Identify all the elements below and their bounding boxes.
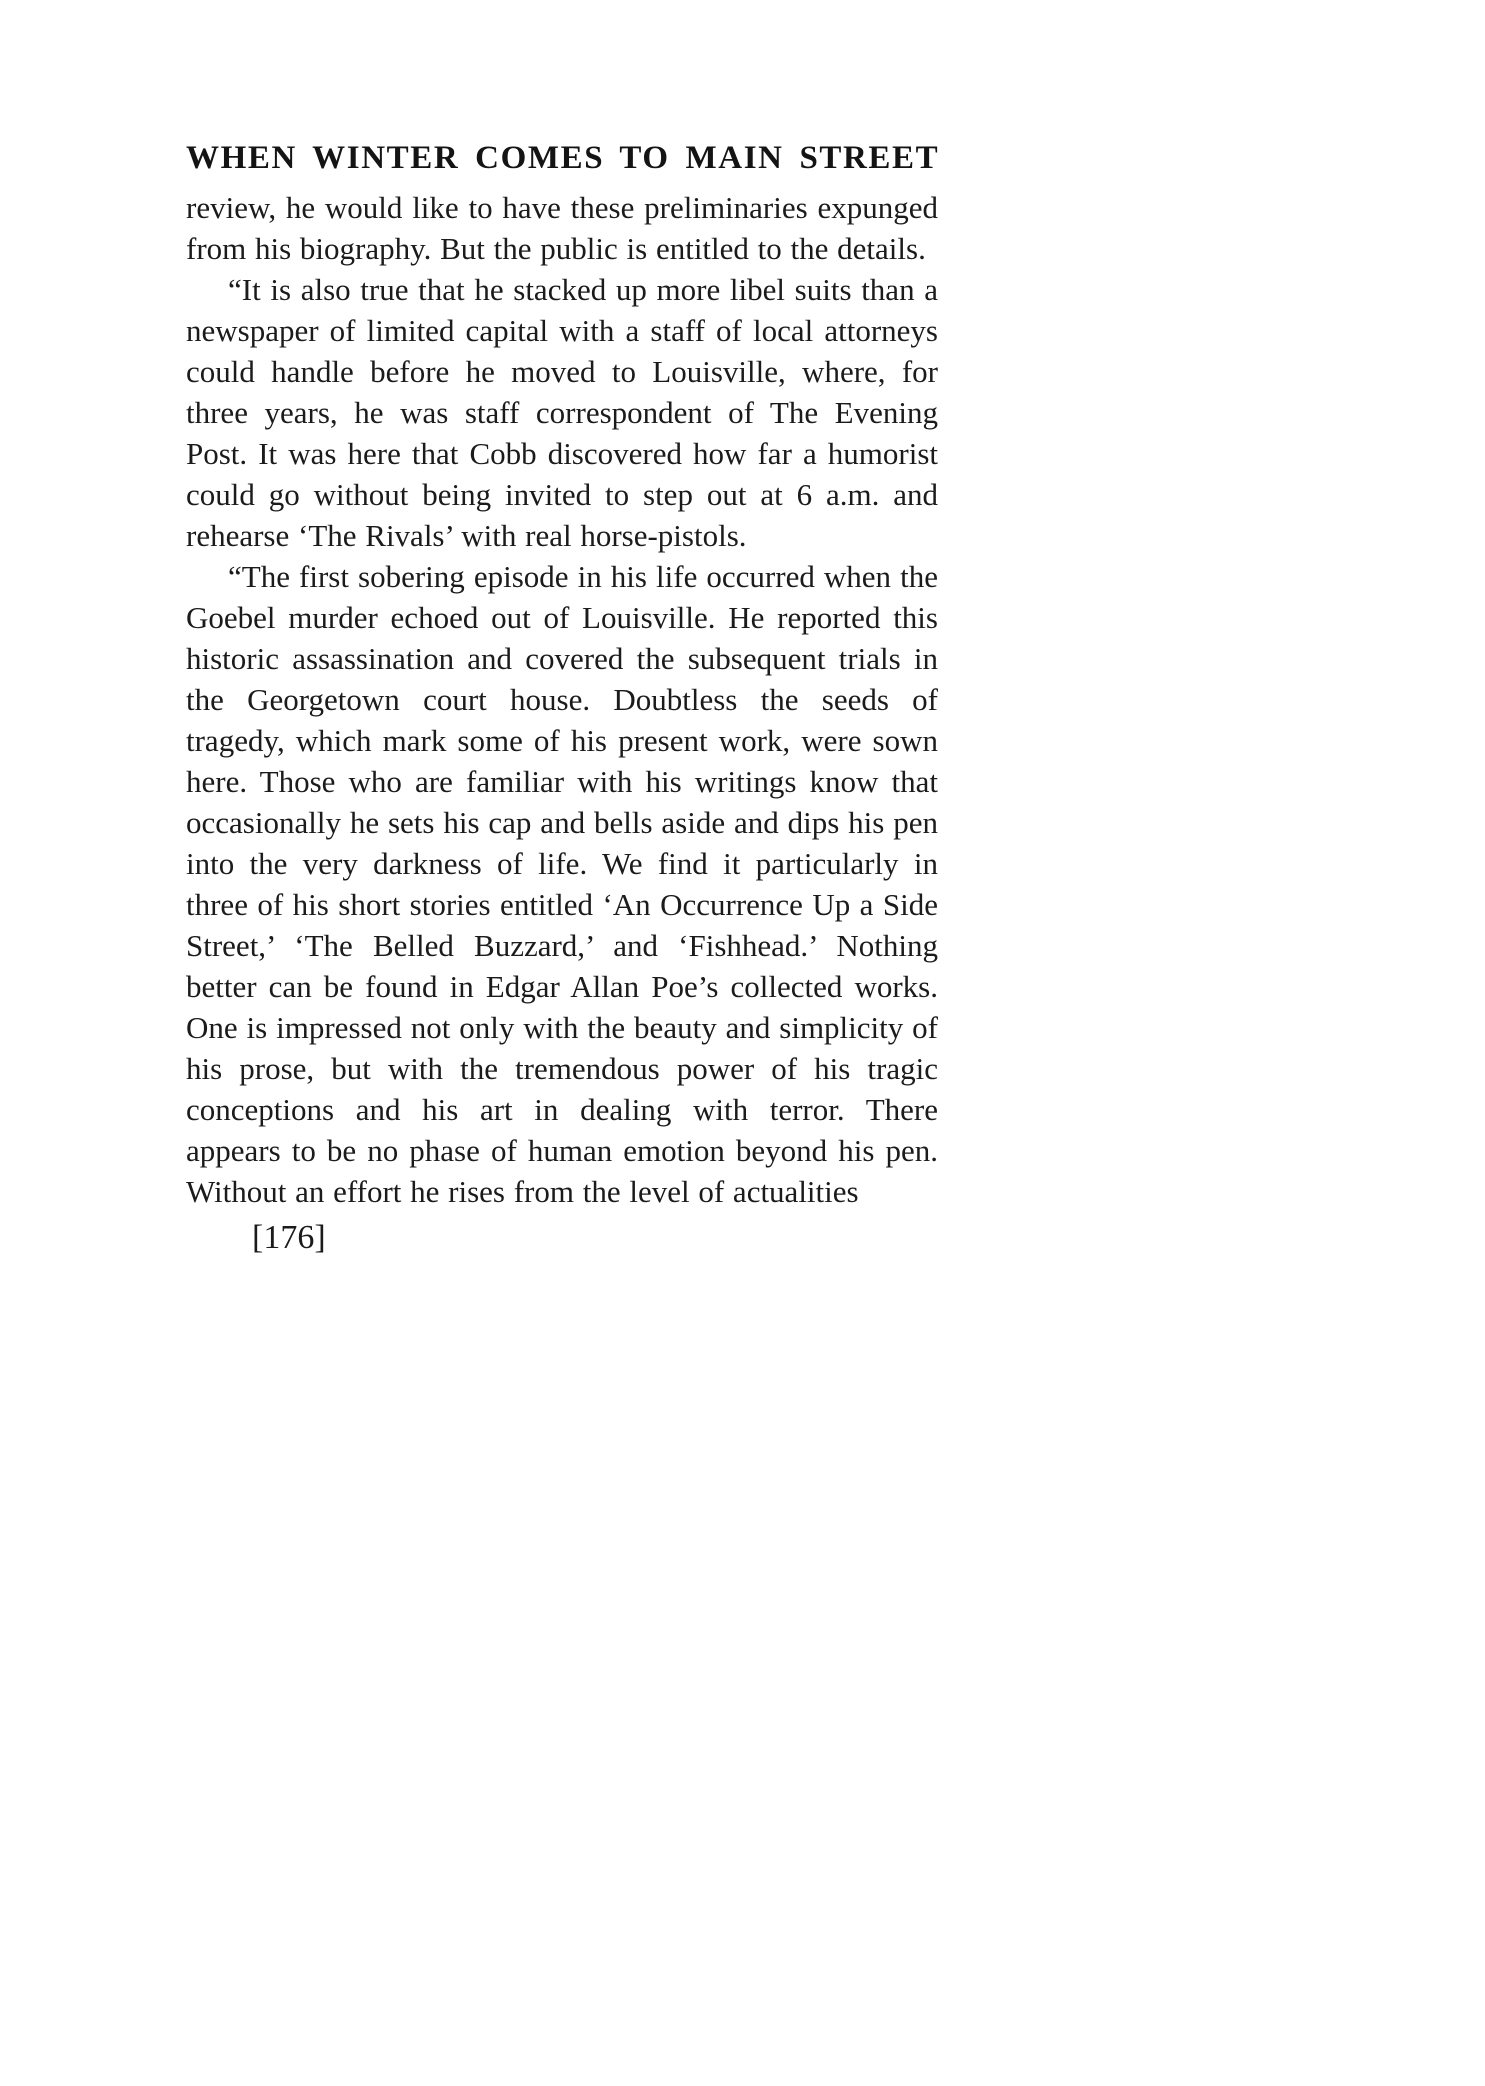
paragraph-continuation: review, he would like to have these preliminaries expunged from his biography. But the public is entitled to the details.	[186, 190, 938, 266]
paragraph-libel-suits: “It is also true that he stacked up more libel suits than a newspaper of limited capital with a staff of local attorneys could handle before he moved to Louisville, where, for three years, he was staff correspondent of The Evening Post. It was here that Cobb discovered how far a humorist could go without being invited to step out at 6 a.m. and rehearse ‘The Rivals’ with real horse-pistols.	[186, 272, 938, 553]
running-head: WHEN WINTER COMES TO MAIN STREET	[186, 140, 940, 176]
paragraph-sobering-episode: “The first sobering episode in his life occurred when the Goebel murder echoed out of Louisville. He reported this historic assassination and covered the subsequent trials in the Georgetown court house. Doubtless the seeds of tragedy, which mark some of his present work, were sown here. Those who are familiar with his writings know that occasionally he sets his cap and bells aside and dips his pen into the very darkness of life. We find it particularly in three of his short stories entitled ‘An Occurrence Up a Side Street,’ ‘The Belled Buzzard,’ and ‘Fishhead.’ Nothing better can be found in Edgar Allan Poe’s collected works. One is impressed not only with the beauty and simplicity of his prose, but with the tremendous power of his tragic conceptions and his art in dealing with terror. There appears to be no phase of human emotion beyond his pen. Without an effort he rises from the level of actualities	[186, 559, 938, 1209]
page-number: [176]	[252, 1219, 326, 1256]
text-block	[186, 140, 938, 1260]
